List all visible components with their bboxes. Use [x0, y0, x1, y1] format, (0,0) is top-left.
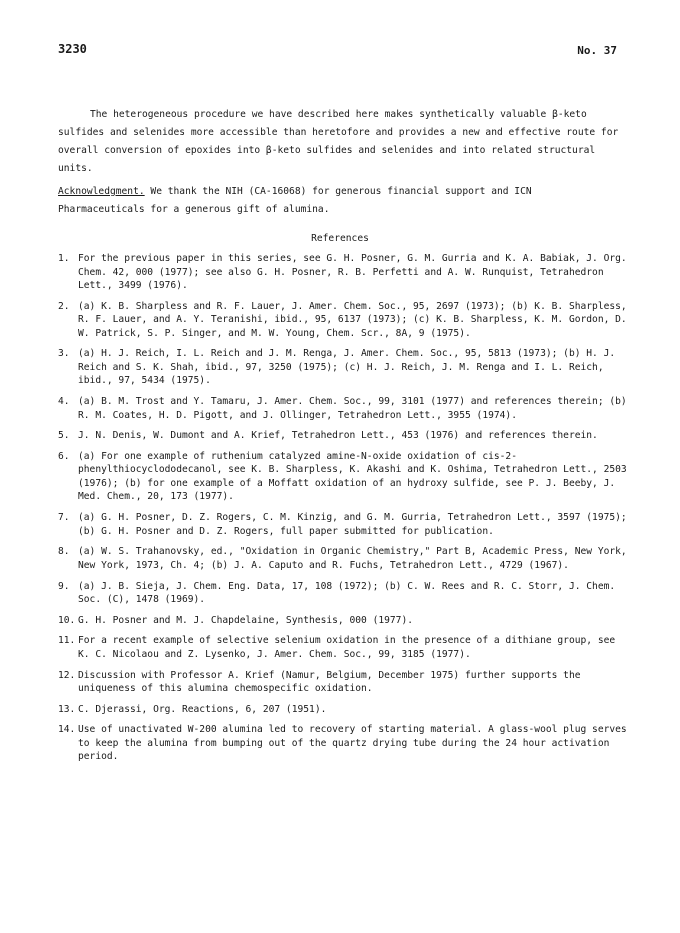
reference-number: 6.	[58, 450, 70, 462]
reference-item	[58, 614, 628, 628]
acknowledgment-heading: Acknowledgment.	[58, 186, 145, 197]
reference-item	[58, 300, 628, 341]
reference-item	[58, 511, 628, 538]
reference-text: (a) W. S. Trahanovsky, ed., "Oxidation in Organic Chemistry," Part B, Academic Press, New York, New York, 1973, Ch. 4; (b) J. A. Caputo and R. Fuchs, Tetrahedron Lett., 4729 (1967).	[78, 546, 627, 571]
reference-item	[58, 669, 628, 696]
page-number: 3230	[58, 42, 87, 56]
reference-number: 7.	[58, 512, 70, 524]
reference-text: For a recent example of selective selenium oxidation in the presence of a dithiane group, see K. C. Nicolaou and Z. Lysenko, J. Amer. Chem. Soc., 99, 3185 (1977).	[78, 635, 616, 660]
reference-number: 1.	[58, 253, 70, 264]
reference-text: J. N. Denis, W. Dumont and A. Krief, Tetrahedron Lett., 453 (1976) and references therein.	[78, 430, 598, 442]
reference-text: G. H. Posner and M. J. Chapdelaine, Synthesis, 000 (1977).	[78, 614, 414, 626]
reference-item	[58, 580, 628, 607]
reference-text: For the previous paper in this series, see G. H. Posner, G. M. Gurria and K. A. Babiak, J. Org. Chem. 42, 000 (1977); see also G. H. Posner, R. B. Perfetti and A. W. Runquist, Tetrahedron Lett., 3499 (1976).	[78, 253, 627, 291]
reference-text: Use of unactivated W-200 alumina led to recovery of starting material. A glass-wool plug serves to keep the alumina from bumping out of the quartz drying tube during the 24 hour activation period.	[78, 724, 627, 763]
reference-number: 14.	[58, 724, 76, 736]
references-list	[58, 252, 628, 771]
reference-item	[58, 703, 628, 717]
reference-text: (a) G. H. Posner, D. Z. Rogers, C. M. Kinzig, and G. M. Gurria, Tetrahedron Lett., 3597 (1975); (b) G. H. Posner and D. Z. Rogers, full paper submitted for publication.	[78, 512, 627, 537]
reference-text: (a) K. B. Sharpless and R. F. Lauer, J. Amer. Chem. Soc., 95, 2697 (1973); (b) K. B. Sharpless, R. F. Lauer, and A. Y. Teranishi, ibid., 95, 6137 (1973); (c) K. B. Sharpless, K. M. Gordon, D. W. Patrick, S. P. Singer, and M. W. Young, Chem. Scr., 8A, 9 (1975).	[78, 300, 627, 339]
acknowledgment-paragraph	[58, 183, 623, 219]
reference-item	[58, 347, 628, 388]
issue-number: No. 37	[577, 44, 617, 57]
body-paragraph: The heterogeneous procedure we have described here makes synthetically valuable β-keto sulfides and selenides more accessible than heretofore and provides a new and effective route for overall conversion of epoxides into β-keto sulfides and selenides and into related structural units.	[58, 109, 619, 174]
reference-number: 10.	[58, 614, 76, 626]
reference-text: (a) B. M. Trost and Y. Tamaru, J. Amer. Chem. Soc., 99, 3101 (1977) and references therein; (b) R. M. Coates, H. D. Pigott, and J. Ollinger, Tetrahedron Lett., 3955 (1974).	[78, 396, 627, 421]
references-heading: References	[311, 233, 369, 244]
reference-number: 8.	[58, 546, 70, 558]
reference-number: 2.	[58, 300, 70, 312]
reference-item	[58, 429, 628, 443]
reference-item	[58, 723, 628, 764]
reference-text: (a) J. B. Sieja, J. Chem. Eng. Data, 17, 108 (1972); (b) C. W. Rees and R. C. Storr, J. Chem. Soc. (C), 1478 (1969).	[78, 580, 616, 605]
reference-number: 9.	[58, 580, 70, 592]
reference-text: (a) For one example of ruthenium catalyzed amine-N-oxide oxidation of cis-2-phenylthiocyclododecanol, see K. B. Sharpless, K. Akashi and K. Oshima, Tetrahedron Lett., 2503 (1976); (b) for one example of a Moffatt oxidation of an hydroxy sulfide, see P. J. Beeby, J. Med. Chem., 20, 173 (1977).	[78, 450, 627, 503]
reference-text: Discussion with Professor A. Krief (Namur, Belgium, December 1975) further supports the uniqueness of this alumina chemospecific oxidation.	[78, 669, 581, 695]
reference-number: 13.	[58, 703, 76, 715]
acknowledgment-text: We thank the NIH (CA-16068) for generous financial support and ICN Pharmaceuticals for a generous gift of alumina.	[58, 186, 532, 215]
reference-item	[58, 634, 628, 661]
reference-item	[58, 252, 628, 293]
reference-item	[58, 545, 628, 572]
reference-number: 11.	[58, 635, 76, 647]
reference-text: C. Djerassi, Org. Reactions, 6, 207 (1951).	[78, 703, 327, 715]
reference-item	[58, 450, 628, 504]
reference-number: 3.	[58, 348, 70, 360]
reference-number: 4.	[58, 396, 70, 408]
reference-item	[58, 395, 628, 422]
reference-number: 5.	[58, 430, 70, 442]
reference-text: (a) H. J. Reich, I. L. Reich and J. M. Renga, J. Amer. Chem. Soc., 95, 5813 (1973); (b) H. J. Reich and S. K. Shah, ibid., 97, 3250 (1975); (c) H. J. Reich, J. M. Renga and I. L. Reich, ibid., 97, 5434 (1975).	[78, 348, 616, 387]
reference-number: 12.	[58, 669, 76, 681]
